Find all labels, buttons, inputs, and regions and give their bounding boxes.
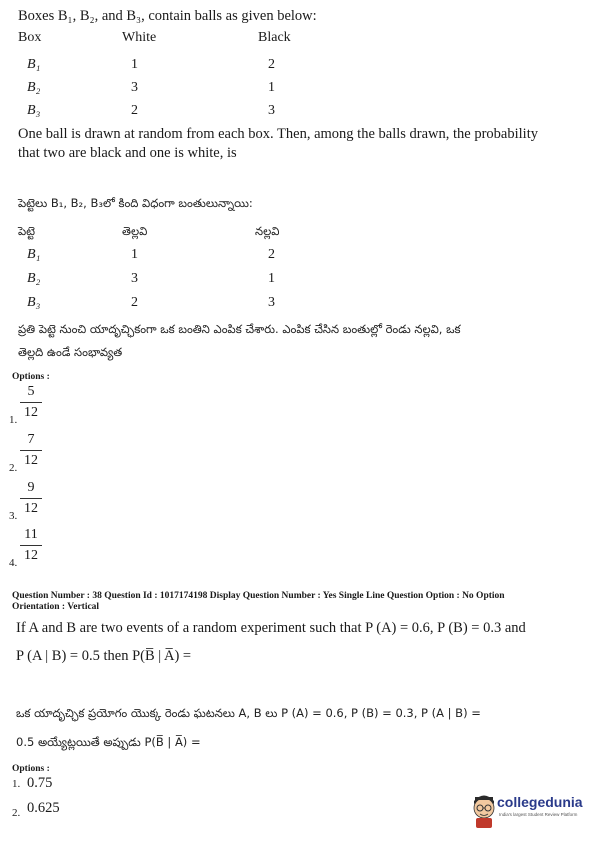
table-row-black: 2 [268,57,275,72]
option-value[interactable]: 0.625 [27,800,60,816]
table-header-white: తెల్లవి [122,224,148,238]
box-table-te [0,0,595,320]
table-row-white: 2 [131,103,138,118]
fraction-numerator: 7 [27,432,35,447]
fraction-denominator: 12 [24,548,38,563]
telugu-text-line2: తెల్లది ఉండే సంభావ్యత [18,345,123,359]
table-row-black: 2 [268,247,275,262]
option-number: 2. [9,462,18,474]
table-row-black: 3 [268,103,275,118]
fraction-bar [20,498,42,499]
options-label: Options : [12,372,50,382]
option-number: 1. [9,414,18,426]
brand-name: collegedunia [497,794,583,810]
fraction-numerator: 11 [24,527,38,542]
question-meta-line2: Orientation : Vertical [12,602,100,612]
fraction-bar [20,545,42,546]
fraction-numerator: 5 [27,384,35,399]
table-row-white: 3 [131,271,138,286]
question2-telugu-line2: 0.5 అయ్యేట్లయితే అప్పుడు P(B̅ | A̅) = [16,735,201,749]
question-intro: Boxes B₁, B₂, and B₃, contain balls as given below: [18,8,317,24]
table-row-box: B₃ [27,103,41,118]
table-header-box: Box [18,30,42,45]
fraction-bar [20,450,42,451]
fraction-denominator: 12 [24,405,38,420]
telugu-intro: పెట్టెలు B₁, B₂, B₃లో కింది విధంగా బంతులున్నాయి: [18,196,253,210]
mascot-icon [469,792,499,830]
table-header-white: White [122,30,157,45]
question-text-line1: One ball is drawn at random from each box. Then, among the balls drawn, the probability [18,126,538,142]
brand-logo[interactable] [469,792,589,830]
option-fraction[interactable] [18,384,44,421]
option-number: 3. [9,510,18,522]
table-row-white: 3 [131,80,138,95]
table-row-white: 1 [131,247,138,262]
question2-text-line2: P (A | B) = 0.5 then P(B̅ | A̅) = [16,648,192,664]
table-row-box: B₂ [27,80,41,95]
fraction-denominator: 12 [24,453,38,468]
option-number: 4. [9,557,18,569]
table-row-box: B₂ [27,271,41,286]
table-header-black: Black [258,30,291,45]
table-row-box: B₁ [27,57,41,72]
question2-telugu-line1: ఒక యాదృచ్ఛిక ప్రయోగం యొక్క రెండు ఘటనలు A, B లు P (A) = 0.6, P (B) = 0.3, P (A | B) = [16,706,481,720]
table-row-white: 2 [131,295,138,310]
telugu-text-line1: ప్రతి పెట్టె నుంచి యాదృచ్ఛికంగా ఒక బంతిని ఎంపిక చేశారు. ఎంపిక చేసిన బంతుల్లో రెండు నల్లవి, ఒక [18,322,461,336]
table-row-black: 1 [268,271,275,286]
fraction-denominator: 12 [24,501,38,516]
option-number: 2. [12,807,21,819]
fraction-numerator: 9 [27,480,35,495]
table-row-black: 3 [268,295,275,310]
question2-text-line1: If A and B are two events of a random experiment such that P (A) = 0.6, P (B) = 0.3 and [16,620,526,636]
options-label: Options : [12,764,50,774]
question-text-line2: that two are black and one is white, is [18,145,237,161]
table-row-black: 1 [268,80,275,95]
table-header-box: పెట్టె [18,224,36,238]
option-fraction[interactable] [18,432,44,469]
fraction-bar [20,402,42,403]
option-value[interactable]: 0.75 [27,775,53,791]
option-fraction[interactable] [18,480,44,517]
table-row-box: B₃ [27,295,41,310]
table-row-box: B₁ [27,247,41,262]
question-meta-line1: Question Number : 38 Question Id : 1017174198 Display Question Number : Yes Single Line Question Option : No Option [12,591,505,601]
brand-tagline: India's largest Student Review Platform [499,812,578,817]
option-number: 1. [12,778,21,790]
table-header-black: నల్లవి [255,224,280,238]
option-fraction[interactable] [18,527,44,564]
table-row-white: 1 [131,57,138,72]
